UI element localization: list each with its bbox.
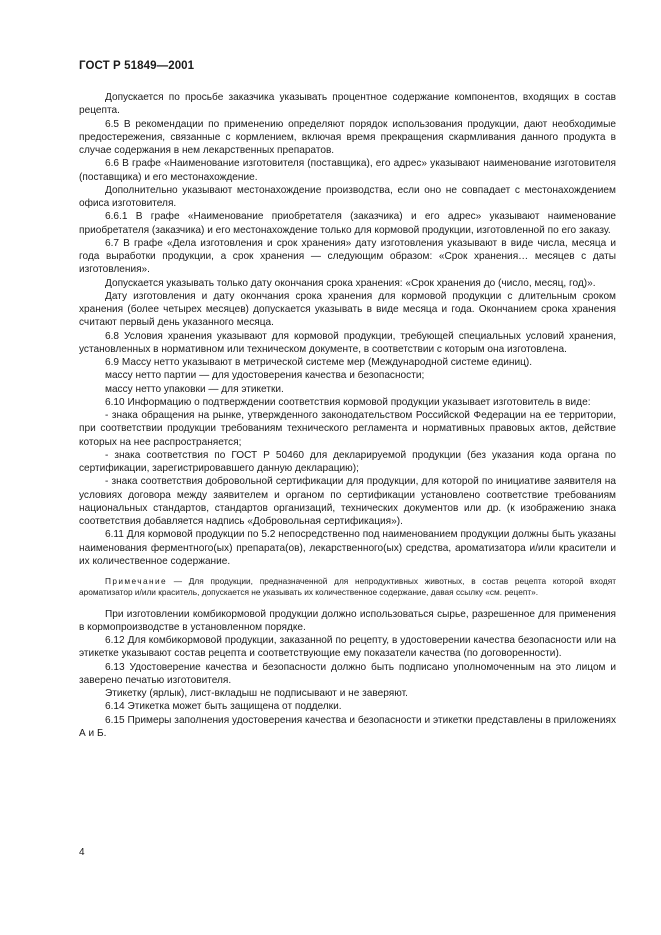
page-number: 4 bbox=[79, 847, 85, 858]
paragraph: 6.10 Информацию о подтверждении соответствия кормовой продукции указывает изготовитель в виде: bbox=[105, 396, 591, 408]
paragraph: При изготовлении комбикормовой продукции должно использоваться сырье, разрешенное для применения в кормопроизводстве в установленном порядке. bbox=[79, 608, 616, 633]
document-body bbox=[79, 91, 616, 740]
paragraph: 6.11 Для кормовой продукции по 5.2 непосредственно под наименованием продукции должны быть указаны наименования ферментного(ых) препарата(ов), лекарственного(ых) средства, ароматизатора и/или красители и их количественное содержание. bbox=[79, 529, 616, 567]
paragraph: 6.15 Примеры заполнения удостоверения качества и безопасности и этикетки представлены в приложениях А и Б. bbox=[79, 714, 616, 739]
paragraph: 6.7 В графе «Дела изготовления и срок хранения» дату изготовления указывают в виде числа, месяца и года выработки продукции, а срок хранения — следующим образом: «Срок хранения… месяцев с даты изготовления». bbox=[79, 237, 616, 276]
paragraph: массу нетто упаковки — для этикетки. bbox=[105, 383, 284, 395]
list-item: - знака соответствия добровольной сертификации для продукции, для которой по инициативе заявителя на условиях договора между заявителем и органом по сертификации установлено соответствие требованиям национальных стандартов, стандартов организаций, технических документов или др. (к изображению знака соответствия добавляется надпись «Добровольная сертификация»). bbox=[79, 476, 616, 527]
paragraph: Дополнительно указывают местонахождение производства, если оно не совпадает с местонахождением офиса изготовителя. bbox=[79, 184, 616, 209]
paragraph: 6.12 Для комбикормовой продукции, заказанной по рецепту, в удостоверении качества безопасности или на этикетке указывают состав рецепта и соответствующие ему показатели качества (по договоренности). bbox=[79, 635, 616, 660]
paragraph: 6.8 Условия хранения указывают для кормовой продукции, требующей специальных условий хранения, установленных в нормативном или техническом документе, в соответствии с которым она изготовлена. bbox=[79, 330, 616, 355]
paragraph: 6.6 В графе «Наименование изготовителя (поставщика), его адрес» указывают наименование изготовителя (поставщика) и его местонахождение. bbox=[79, 158, 616, 183]
note bbox=[79, 576, 616, 599]
paragraph: 6.6.1 В графе «Наименование приобретателя (заказчика) и его адрес» указывают наименование приобретателя (заказчика) и его местонахождение только для кормовой продукции, изготовленной по его заказу. bbox=[79, 211, 616, 236]
paragraph: 6.13 Удостоверение качества и безопасности должно быть подписано уполномоченным на это лицом и заверено печатью изготовителя. bbox=[79, 661, 616, 686]
paragraph: 6.14 Этикетка может быть защищена от подделки. bbox=[105, 701, 342, 713]
list-item: - знака обращения на рынке, утвержденного законодательством Российской Федерации на ее территории, при соответствии продукции требованиям технического регламента и нормативных правовых актов, действие которых на нее распространяется; bbox=[79, 410, 616, 448]
note-text: — Для продукции, предназначенной для непродуктивных животных, в состав рецепта которой входят ароматизатор и/или краситель, допускается не указывать их количественное содержание, давая ссылку «см. рецепт». bbox=[79, 576, 616, 598]
paragraph: Дату изготовления и дату окончания срока хранения для кормовой продукции с длительным сроком хранения (более четырех месяцев) допускается указывать в виде месяца и года. Окончанием срока хранения считают первый день указанного месяца. bbox=[79, 290, 616, 329]
paragraph: массу нетто партии — для удостоверения качества и безопасности; bbox=[105, 370, 425, 382]
document-header: ГОСТ Р 51849—2001 bbox=[79, 60, 195, 72]
list-item: - знака соответствия по ГОСТ Р 50460 для декларируемой продукции (без указания кода органа по сертификации, зарегистрировавшего данную декларацию); bbox=[79, 449, 616, 474]
paragraph: 6.5 В рекомендации по применению определяют порядок использования продукции, дают необходимые предостережения, связанные с кормлением, включая время прекращения скармливания данного продукта в случае содержания в нем лекарственных препаратов. bbox=[79, 118, 616, 156]
paragraph: 6.9 Массу нетто указывают в метрической системе мер (Международной системе единиц). bbox=[105, 357, 533, 368]
paragraph: Допускается указывать только дату окончания срока хранения: «Срок хранения до (число, месяц, год)». bbox=[105, 277, 596, 289]
note-label: Примечание bbox=[105, 576, 168, 586]
paragraph: Этикетку (ярлык), лист-вкладыш не подписывают и не заверяют. bbox=[105, 688, 408, 700]
paragraph: Допускается по просьбе заказчика указывать процентное содержание компонентов, входящих в состав рецепта. bbox=[79, 92, 616, 117]
